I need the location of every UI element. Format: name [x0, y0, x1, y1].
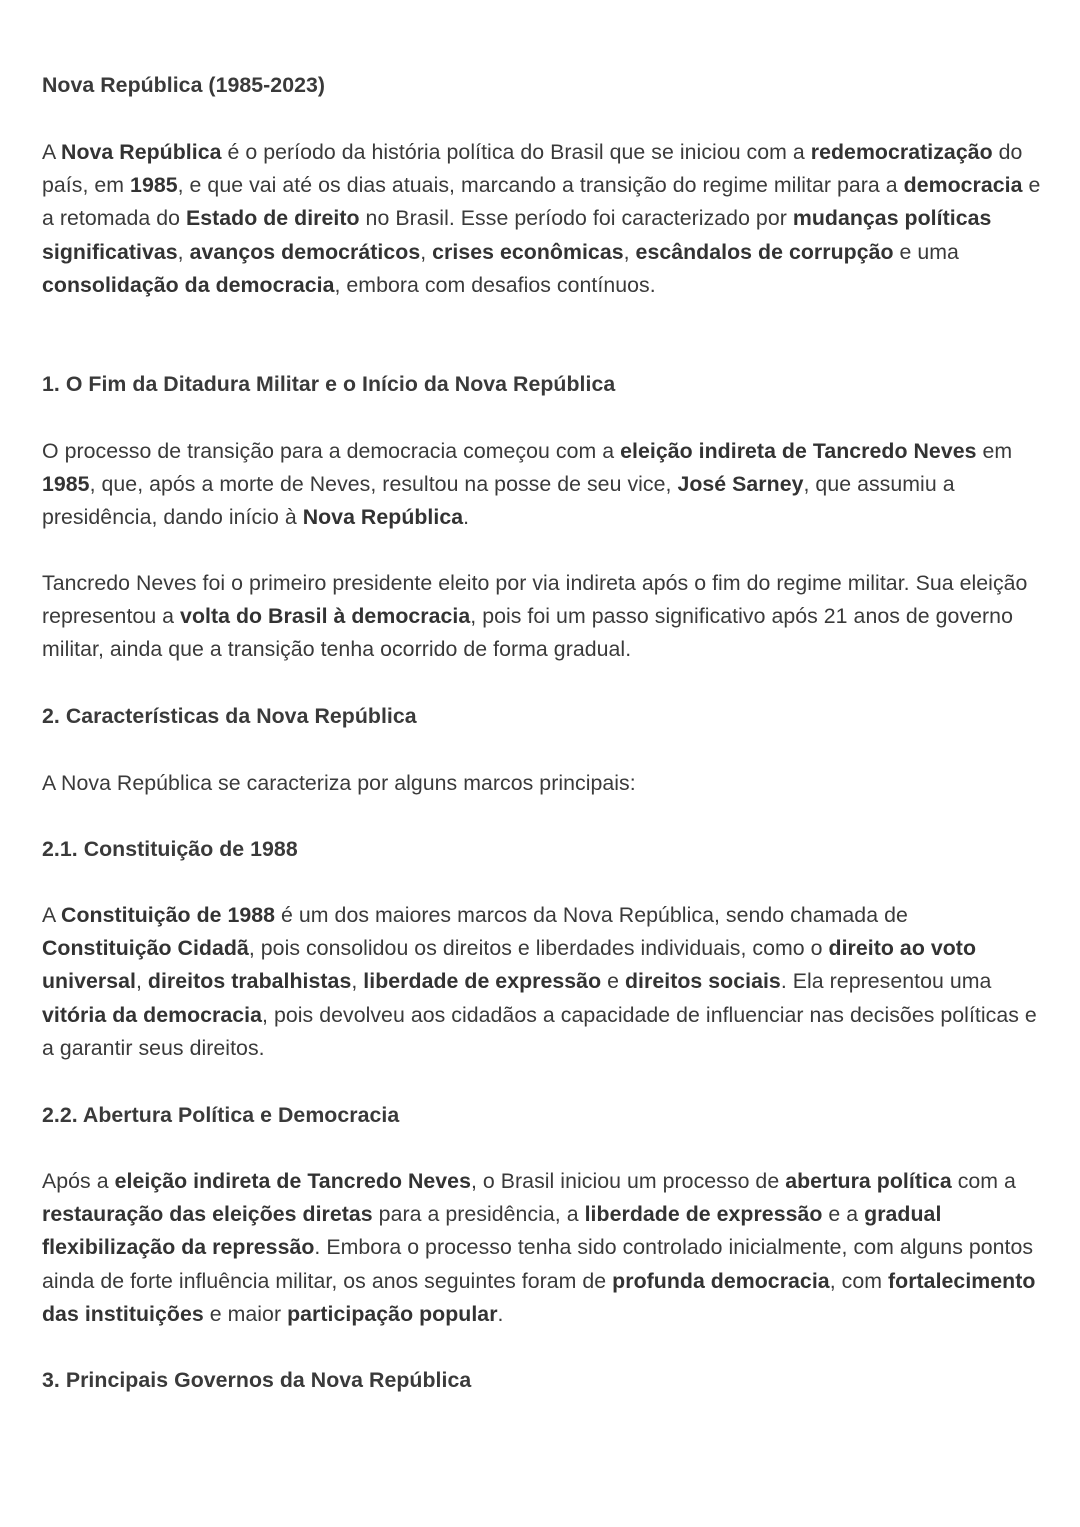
bold-emphasis: 1985: [42, 472, 90, 497]
bold-emphasis: redemocratização: [810, 140, 993, 164]
section-1-paragraph-2: Tancredo Neves foi o primeiro presidente eleito por via indireta após o fim do regime militar. Sua eleição representou a volta do Brasil à democracia, pois foi um passo significativo após 21 anos de governo militar, ainda que a transição tenha ocorrido de forma gradual.: [42, 571, 1028, 662]
bold-emphasis: abertura política: [785, 1169, 952, 1193]
bold-emphasis: Nova República: [302, 505, 464, 530]
bold-emphasis: José Sarney: [677, 472, 804, 497]
bold-emphasis: Constituição Cidadã: [42, 936, 249, 961]
bold-emphasis: volta do Brasil à democracia: [180, 604, 471, 629]
bold-emphasis: Nova República: [61, 140, 222, 164]
bold-emphasis: profunda democracia: [612, 1268, 830, 1293]
bold-emphasis: mudanças políticas significativas: [42, 206, 992, 264]
bold-emphasis: 1985: [130, 173, 178, 198]
section-1-heading: 1. O Fim da Ditadura Militar e o Início da Nova República: [42, 372, 616, 396]
intro-paragraph: A Nova República é o período da história política do Brasil que se iniciou com a redemocratização do país, em 1985, e que vai até os dias atuais, marcando a transição do regime militar para a democracia e a retomada do Estado de direito no Brasil. Esse período foi caracterizado por mudanças políticas significativas, avanços democráticos, crises econômicas, escândalos de corrupção e uma consolidação da democracia, embora com desafios contínuos.: [42, 140, 1041, 297]
bold-emphasis: gradual flexibilização da repressão: [42, 1202, 942, 1260]
section-2-heading: 2. Características da Nova República: [42, 704, 417, 728]
bold-emphasis: eleição indireta de Tancredo Neves: [620, 439, 977, 463]
bold-emphasis: restauração das eleições diretas: [42, 1202, 373, 1227]
section-2-2-paragraph: Após a eleição indireta de Tancredo Neves, o Brasil iniciou um processo de abertura política com a restauração das eleições diretas para a presidência, a liberdade de expressão e a gradual flexibilização da repressão. Embora o processo tenha sido controlado inicialmente, com alguns pontos ainda de forte influência militar, os anos seguintes foram de profunda democracia, com fortalecimento das instituições e maior participação popular.: [42, 1169, 1036, 1326]
bold-emphasis: participação popular: [287, 1301, 498, 1326]
section-2-intro: A Nova República se caracteriza por alguns marcos principais:: [42, 771, 636, 795]
bold-emphasis: direitos sociais: [624, 969, 781, 994]
bold-emphasis: consolidação da democracia: [42, 272, 335, 297]
bold-emphasis: eleição indireta de Tancredo Neves: [114, 1169, 471, 1193]
bold-emphasis: direitos trabalhistas: [147, 969, 352, 994]
bold-emphasis: crises econômicas: [432, 239, 624, 264]
bold-emphasis: Estado de direito: [185, 206, 360, 231]
bold-emphasis: Constituição de 1988: [61, 903, 276, 927]
section-2-2-heading: 2.2. Abertura Política e Democracia: [42, 1103, 400, 1127]
section-2-1-heading: 2.1. Constituição de 1988: [42, 837, 298, 861]
bold-emphasis: democracia: [903, 173, 1023, 198]
bold-emphasis: direito ao voto universal: [42, 936, 976, 994]
bold-emphasis: fortalecimento das instituições: [42, 1268, 1036, 1326]
bold-emphasis: liberdade de expressão: [363, 969, 602, 994]
section-3-heading: 3. Principais Governos da Nova República: [42, 1368, 472, 1392]
document-title: Nova República (1985-2023): [42, 73, 326, 97]
bold-emphasis: escândalos de corrupção: [635, 239, 894, 264]
bold-emphasis: liberdade de expressão: [584, 1202, 823, 1227]
section-1-paragraph-1: O processo de transição para a democracia começou com a eleição indireta de Tancredo Neves em 1985, que, após a morte de Neves, resultou na posse de seu vice, José Sarney, que assumiu a presidência, dando início à Nova República.: [42, 439, 1013, 530]
bold-emphasis: avanços democráticos: [189, 239, 421, 264]
bold-emphasis: vitória da democracia: [42, 1002, 263, 1027]
section-2-1-paragraph: A Constituição de 1988 é um dos maiores marcos da Nova República, sendo chamada de Constituição Cidadã, pois consolidou os direitos e liberdades individuais, como o direito ao voto universal, direitos trabalhistas, liberdade de expressão e direitos sociais. Ela representou uma vitória da democracia, pois devolveu aos cidadãos a capacidade de influenciar nas decisões políticas e a garantir seus direitos.: [42, 903, 1037, 1060]
